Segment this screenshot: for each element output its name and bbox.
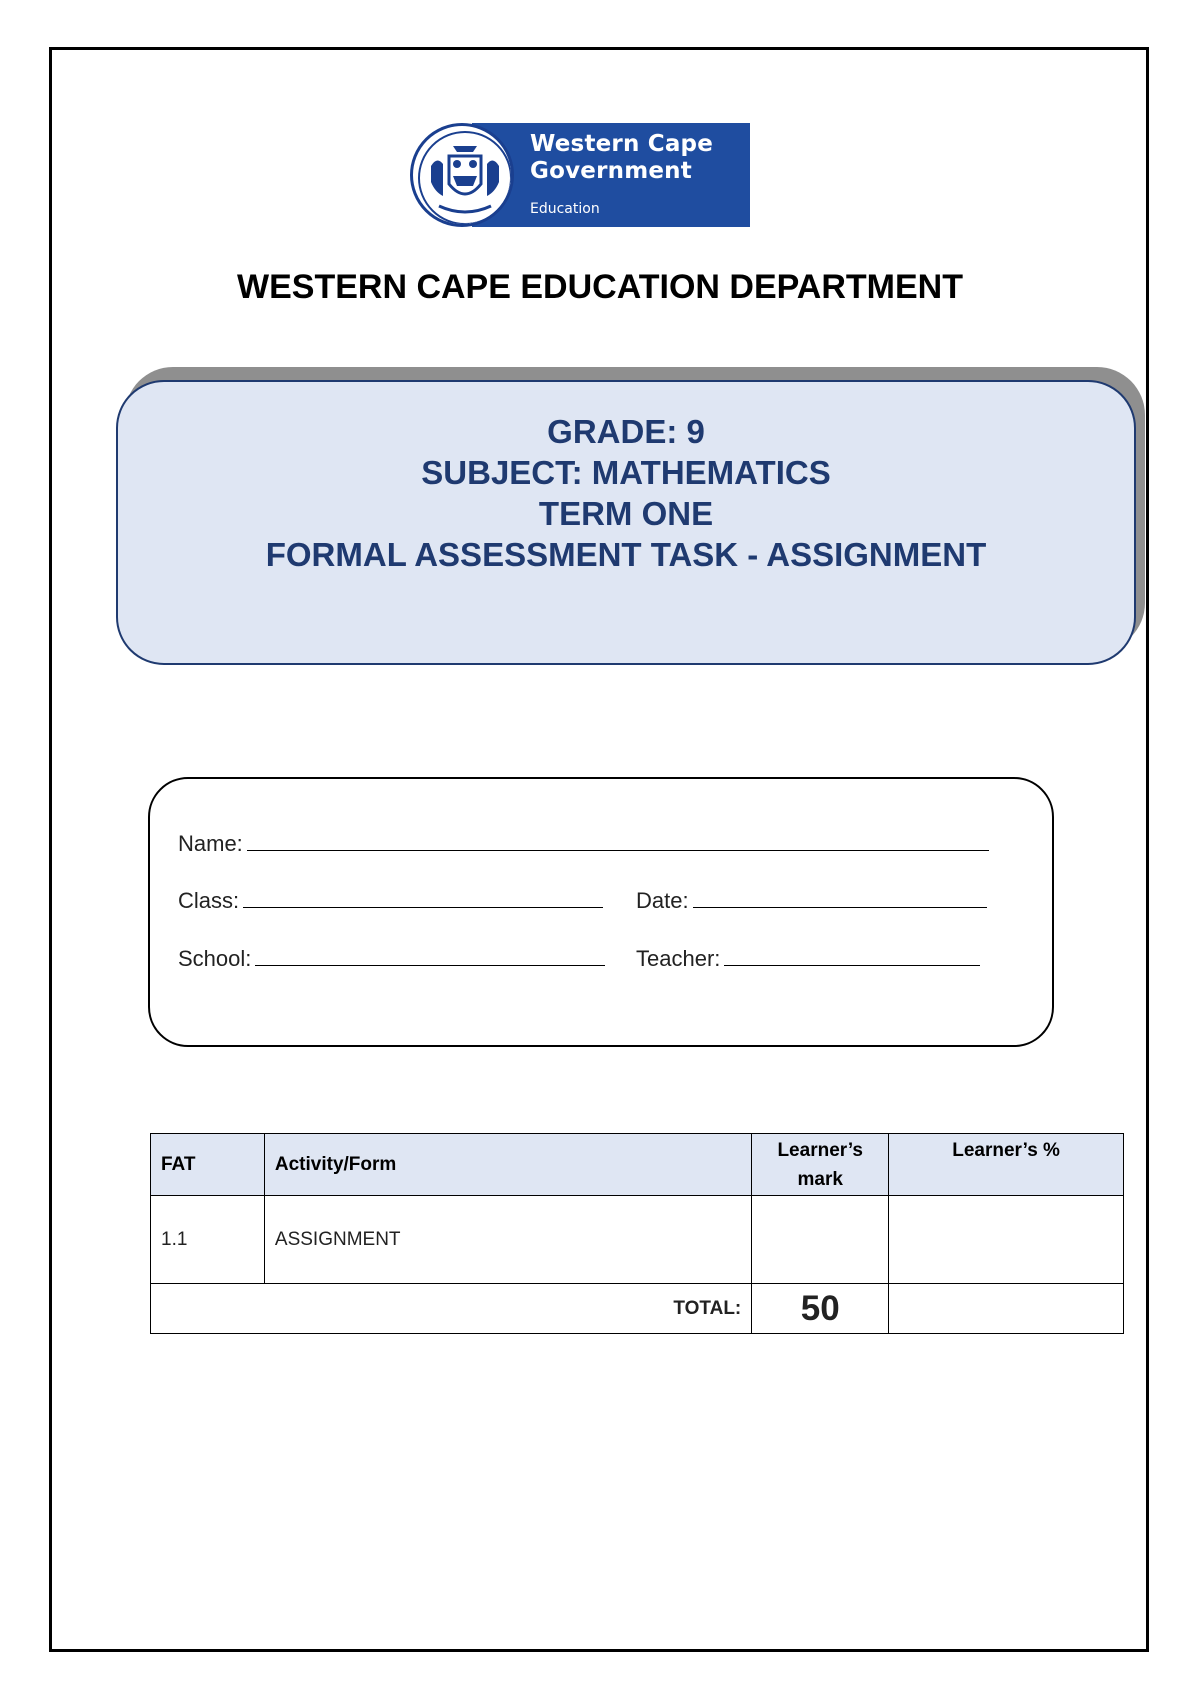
name-label: Name: (178, 831, 243, 856)
wcg-logo (410, 123, 750, 227)
term-line: TERM ONE (538, 495, 714, 532)
class-line[interactable] (243, 887, 603, 908)
task-line: FORMAL ASSESSMENT TASK - ASSIGNMENT (265, 536, 987, 573)
table-row (151, 1196, 1124, 1284)
total-percent-cell[interactable] (889, 1284, 1124, 1334)
logo-text-government: Government (530, 158, 692, 184)
header-learner-percent: Learner’s % (889, 1134, 1124, 1196)
teacher-line[interactable] (724, 945, 980, 966)
header-activity: Activity/Form (264, 1134, 751, 1196)
date-field[interactable] (636, 887, 987, 914)
cell-learner-percent[interactable] (889, 1196, 1124, 1284)
header-fat: FAT (151, 1134, 265, 1196)
school-label: School: (178, 946, 252, 971)
cell-activity: ASSIGNMENT (264, 1196, 751, 1284)
header-learner-mark (752, 1134, 889, 1196)
school-field[interactable] (178, 945, 605, 972)
header-learner-mark-line2: mark (797, 1169, 843, 1190)
school-line[interactable] (255, 945, 605, 966)
class-field[interactable] (178, 887, 603, 914)
table-header-row (151, 1134, 1124, 1196)
teacher-field[interactable] (636, 945, 980, 972)
header-learner-mark-line1: Learner’s (777, 1140, 863, 1161)
department-title: WESTERN CAPE EDUCATION DEPARTMENT (237, 268, 963, 306)
logo-text-education: Education (530, 201, 600, 217)
cell-learner-mark[interactable] (752, 1196, 889, 1284)
name-line[interactable] (247, 830, 989, 851)
marks-table (150, 1133, 1124, 1334)
name-field[interactable] (178, 830, 989, 857)
class-label: Class: (178, 888, 240, 913)
teacher-label: Teacher: (636, 946, 721, 971)
subject-line: SUBJECT: MATHEMATICS (421, 454, 831, 491)
total-label: TOTAL: (151, 1284, 752, 1334)
grade-line: GRADE: 9 (547, 413, 705, 450)
cell-fat: 1.1 (151, 1196, 265, 1284)
date-label: Date: (636, 888, 689, 913)
total-row (151, 1284, 1124, 1334)
date-line[interactable] (693, 887, 987, 908)
logo-text-western-cape: Western Cape (530, 131, 714, 157)
total-value: 50 (752, 1284, 889, 1334)
coat-of-arms-icon (410, 123, 514, 227)
